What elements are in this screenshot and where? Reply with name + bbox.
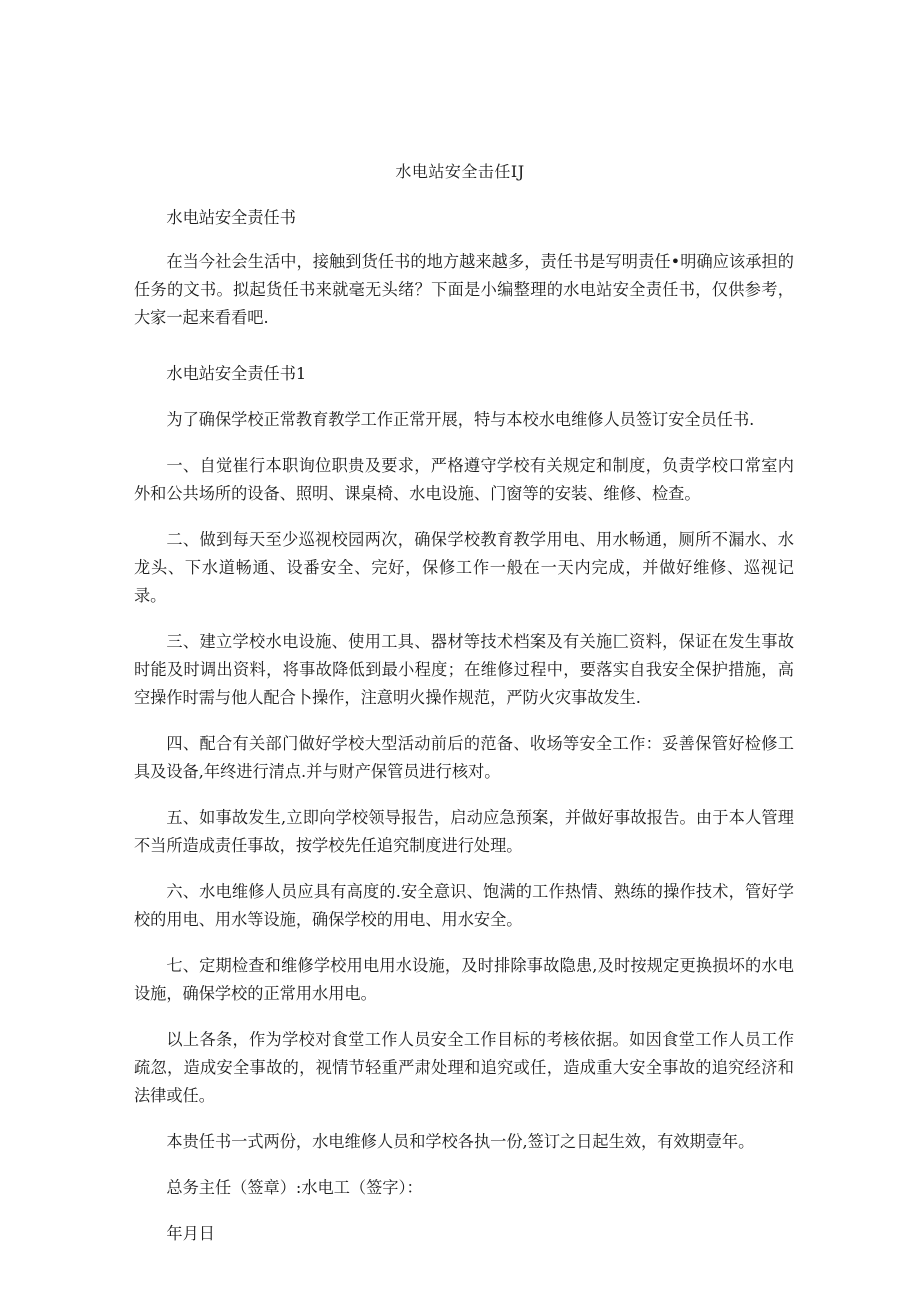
clause-6: 六、水电维修人员应具有高度的.安全意识、饱满的工作热情、熟练的操作技术，管好学校的用电、用水等设施，确保学校的用电、用水安全。 <box>134 882 794 929</box>
document-title: 水电站安全击任IJ <box>395 162 525 181</box>
subsection-heading: 水电站安全责任书1 <box>166 364 307 383</box>
intro-paragraph: 在当今社会生活中，接触到货任书的地方越来越多，责任书是写明责任•明确应该承担的任务的文书。拟起货任书来就毫无头绪？下面是小编整理的水电站安全责任书，仅供参考，大家一起来看看吧. <box>134 252 794 327</box>
signature-line: 总务主任（签章）:水电工（签字）： <box>166 1178 423 1197</box>
assessment-paragraph: 以上各条，作为学校对食堂工作人员安全工作目标的考核依据。如因食堂工作人员工作疏忽，造成安全事故的，视情节轻重严肃处理和追究或任，造成重大安全事故的追究经济和法律或任。 <box>134 1030 794 1105</box>
clause-7: 七、定期检查和维修学校用电用水设施，及时排除事故隐患,及时按规定更换损坏的水电设施，确保学校的正常用水用电。 <box>134 956 794 1003</box>
document-body <box>134 204 794 1248</box>
clause-3: 三、建立学校水电设施、使用工具、器材等技术档案及有关施匚资料，保证在发生事故时能及时调出资料，将事故降低到最小程度；在维修过程中，要落实自我安全保护措施，高空操作时需与他人配合卜操作，注意明火操作规范，严防火灾事故发生. <box>134 632 794 707</box>
clause-1: 一、自觉崔行本职询位职贵及要求，严格遵守学校有关规定和制度，负责学校口常室内外和公共场所的设备、照明、课桌椅、水电设施、门窗等的安装、维修、检查。 <box>134 456 794 503</box>
date-line: 年月日 <box>166 1224 215 1243</box>
section-heading: 水电站安全责任书 <box>166 208 296 227</box>
clause-2: 二、做到每天至少巡视校园两次，确保学校教育教学用电、用水畅通，厕所不漏水、水龙头、下水道畅通、设番安全、完好，保修工作一般在一天内完成，并做好维修、巡视记录。 <box>134 530 794 605</box>
validity-paragraph: 本贵任书一式两份，水电维修人员和学校各执一份,签订之日起生效，有效期壹年。 <box>166 1132 755 1151</box>
clause-4: 四、配合有关部门做好学校大型活动前后的范备、收场等安全工作：妥善保管好检修工具及设备,年终进行清点.并与财产保管员进行核对。 <box>134 734 794 781</box>
clause-5: 五、如事故发生,立即向学校领导报告，启动应急预案，并做好事故报告。由于本人管理不当所造成责任事故，按学校先任追究制度进行处理。 <box>134 808 794 855</box>
purpose-paragraph: 为了确保学校正常教育教学工作正常开展，特与本校水电维修人员签订安全员任书. <box>166 410 755 429</box>
